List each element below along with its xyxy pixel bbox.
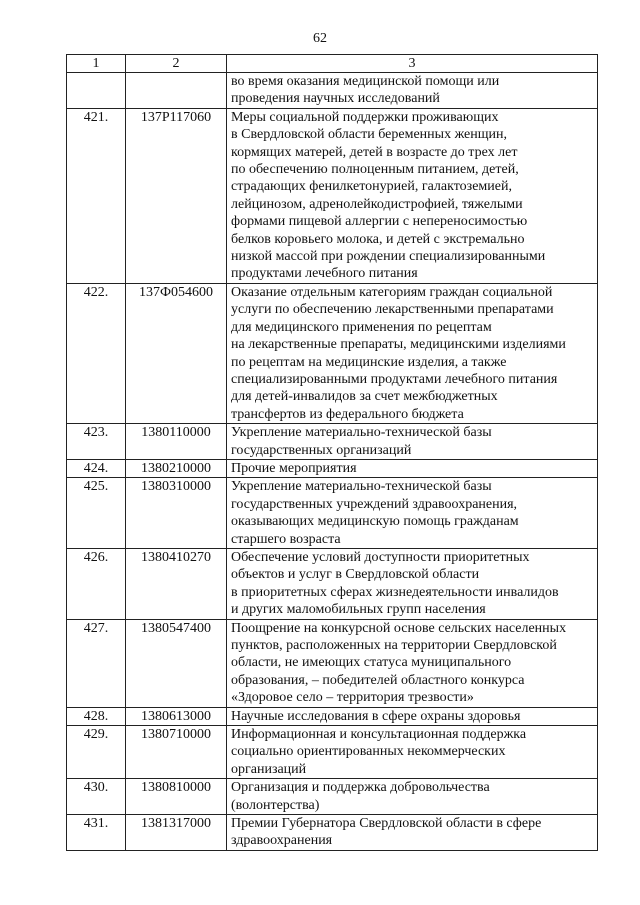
table-row bbox=[67, 424, 598, 460]
description-line: Организация и поддержка добровольчества bbox=[231, 780, 490, 796]
cell-description bbox=[227, 726, 598, 779]
column-header-2: 2 bbox=[126, 55, 227, 73]
description-line: во время оказания медицинской помощи или bbox=[231, 74, 500, 89]
cell-description bbox=[227, 548, 598, 619]
cell-code: 1380110000 bbox=[126, 424, 227, 460]
cell-description bbox=[227, 108, 598, 283]
description-line: Укрепление материально-технической базы bbox=[231, 425, 492, 441]
cell-code: 1380810000 bbox=[126, 779, 227, 815]
table-row bbox=[67, 478, 598, 549]
description-line: по рецептам на медицинские изделия, а также bbox=[231, 354, 507, 370]
description-line: услуги по обеспечению лекарственными препаратами bbox=[231, 302, 554, 318]
table-row-continuation bbox=[67, 73, 598, 109]
cell-description bbox=[227, 73, 598, 109]
description-line: образования, – победителей областного конкурса bbox=[231, 672, 525, 688]
description-line: объектов и услуг в Свердловской области bbox=[231, 567, 480, 583]
description-line: для детей-инвалидов за счет межбюджетных bbox=[231, 389, 498, 405]
description-line: кормящих матерей, детей в возрасте до трех лет bbox=[231, 144, 518, 160]
description-line: в Свердловской области беременных женщин, bbox=[231, 127, 508, 143]
description-line: Научные исследования в сфере охраны здоровья bbox=[231, 708, 521, 724]
cell-description bbox=[227, 619, 598, 707]
description-line: низкой массой при рождении специализированными bbox=[231, 249, 546, 265]
description-line: (волонтерства) bbox=[231, 797, 320, 813]
cell-number: 431. bbox=[67, 815, 126, 851]
description-line: Обеспечение условий доступности приоритетных bbox=[231, 549, 530, 565]
table-row bbox=[67, 548, 598, 619]
cell-code: 137Р117060 bbox=[126, 108, 227, 283]
cell-code: 1380613000 bbox=[126, 707, 227, 725]
cell-number: 423. bbox=[67, 424, 126, 460]
description-line: страдающих фенилкетонурией, галактоземией, bbox=[231, 179, 512, 195]
cell-code: 1380710000 bbox=[126, 726, 227, 779]
cell-number: 430. bbox=[67, 779, 126, 815]
cell-number bbox=[67, 73, 126, 109]
cell-code: 1380410270 bbox=[126, 548, 227, 619]
description-line: трансфертов из федерального бюджета bbox=[231, 406, 464, 422]
table-row bbox=[67, 779, 598, 815]
cell-description bbox=[227, 459, 598, 477]
description-line: по обеспечению полноценным питанием, детей, bbox=[231, 162, 519, 178]
cell-code bbox=[126, 73, 227, 109]
table-row bbox=[67, 815, 598, 851]
description-line: Премии Губернатора Свердловской области в сфере bbox=[231, 816, 542, 832]
table-row bbox=[67, 108, 598, 283]
cell-number: 426. bbox=[67, 548, 126, 619]
page-number: 62 bbox=[313, 31, 327, 46]
column-header-3: 3 bbox=[227, 55, 598, 73]
description-line: Прочие мероприятия bbox=[231, 460, 357, 476]
table-row bbox=[67, 707, 598, 725]
table-row bbox=[67, 619, 598, 707]
column-header-1: 1 bbox=[67, 55, 126, 73]
cell-description bbox=[227, 815, 598, 851]
cell-code: 137Ф054600 bbox=[126, 283, 227, 423]
description-line: и других маломобильных групп населения bbox=[231, 602, 486, 618]
cell-description bbox=[227, 779, 598, 815]
description-line: «Здоровое село – территория трезвости» bbox=[231, 690, 474, 706]
description-line: Оказание отдельным категориям граждан социальной bbox=[231, 284, 553, 300]
description-line: продуктами лечебного питания bbox=[231, 266, 418, 282]
cell-description bbox=[227, 707, 598, 725]
cell-description bbox=[227, 283, 598, 423]
cell-description bbox=[227, 424, 598, 460]
description-line: Поощрение на конкурсной основе сельских населенных bbox=[231, 620, 567, 636]
description-line: здравоохранения bbox=[231, 833, 333, 849]
cell-code: 1380310000 bbox=[126, 478, 227, 549]
table-header-row bbox=[67, 55, 598, 73]
cell-code: 1381317000 bbox=[126, 815, 227, 851]
description-line: на лекарственные препараты, медицинскими изделиями bbox=[231, 337, 566, 353]
cell-code: 1380547400 bbox=[126, 619, 227, 707]
description-line: проведения научных исследований bbox=[231, 91, 440, 107]
cell-number: 428. bbox=[67, 707, 126, 725]
cell-number: 425. bbox=[67, 478, 126, 549]
description-line: пунктов, расположенных на территории Свердловской bbox=[231, 638, 557, 653]
cell-description bbox=[227, 478, 598, 549]
cell-number: 421. bbox=[67, 108, 126, 283]
description-line: Меры социальной поддержки проживающих bbox=[231, 109, 499, 125]
description-line: Укрепление материально-технической базы bbox=[231, 479, 492, 495]
description-line: Информационная и консультационная поддержка bbox=[231, 727, 527, 743]
description-line: государственных организаций bbox=[231, 442, 412, 458]
description-line: формами пищевой аллергии с непереносимостью bbox=[231, 214, 528, 230]
cell-number: 429. bbox=[67, 726, 126, 779]
table-row bbox=[67, 459, 598, 477]
description-line: социально ориентированных некоммерческих bbox=[231, 744, 506, 760]
description-line: специализированными продуктами лечебного питания bbox=[231, 371, 558, 387]
cell-number: 424. bbox=[67, 459, 126, 477]
description-line: оказывающих медицинскую помощь гражданам bbox=[231, 514, 519, 530]
cell-number: 422. bbox=[67, 283, 126, 423]
cell-code: 1380210000 bbox=[126, 459, 227, 477]
description-line: для медицинского применения по рецептам bbox=[231, 319, 492, 335]
description-line: лейцинозом, адренолейкодистрофией, тяжелыми bbox=[231, 196, 523, 212]
description-line: области, не имеющих статуса муниципального bbox=[231, 655, 512, 671]
table-row bbox=[67, 726, 598, 779]
description-line: в приоритетных сферах жизнедеятельности инвалидов bbox=[231, 584, 559, 600]
budget-codes-table bbox=[66, 54, 598, 851]
table-row bbox=[67, 283, 598, 423]
description-line: старшего возраста bbox=[231, 531, 341, 547]
description-line: белков коровьего молока, и детей с экстремально bbox=[231, 231, 525, 247]
cell-number: 427. bbox=[67, 619, 126, 707]
description-line: государственных учреждений здравоохранения, bbox=[231, 496, 518, 512]
description-line: организаций bbox=[231, 761, 307, 777]
